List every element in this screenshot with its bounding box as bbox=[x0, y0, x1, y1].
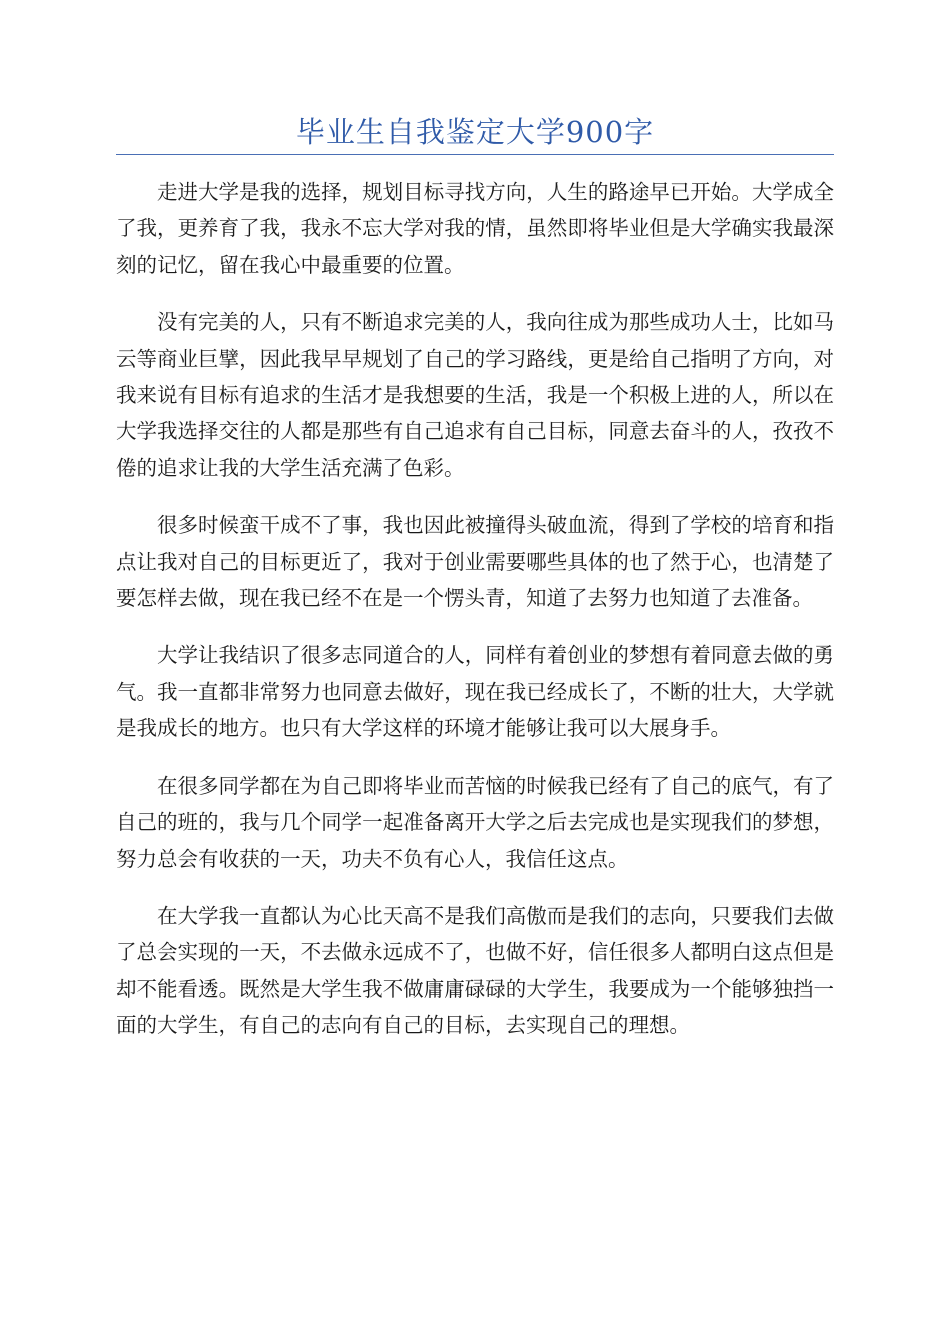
paragraph-2: 没有完美的人，只有不断追求完美的人，我向往成为那些成功人士，比如马云等商业巨擘，因此我早早规划了自己的学习路线，更是给自己指明了方向，对我来说有目标有追求的生活才是我想要的生活，我是一个积极上进的人，所以在大学我选择交往的人都是那些有自己追求有自己目标，同意去奋斗的人，孜孜不倦的追求让我的大学生活充满了色彩。 bbox=[116, 310, 834, 480]
paragraph-6: 在大学我一直都认为心比天高不是我们高傲而是我们的志向，只要我们去做了总会实现的一天，不去做永远成不了，也做不好，信任很多人都明白这点但是却不能看透。既然是大学生我不做庸庸碌碌的大学生，我要成为一个能够独挡一面的大学生，有自己的志向有自己的目标，去实现自己的理想。 bbox=[116, 903, 834, 1038]
document-title: 毕业生自我鉴定大学900字 bbox=[295, 115, 655, 149]
paragraph-5: 在很多同学都在为自己即将毕业而苦恼的时候我已经有了自己的底气，有了自己的班的，我与几个同学一起准备离开大学之后去完成也是实现我们的梦想，努力总会有收获的一天，功夫不负有心人，我信任这点。 bbox=[116, 773, 834, 871]
title-underline bbox=[116, 154, 834, 155]
paragraph-4: 大学让我结识了很多志同道合的人，同样有着创业的梦想有着同意去做的勇气。我一直都非常努力也同意去做好，现在我已经成长了，不断的壮大，大学就是我成长的地方。也只有大学这样的环境才能够让我可以大展身手。 bbox=[116, 643, 834, 741]
document-body bbox=[116, 174, 834, 1065]
paragraph-1: 走进大学是我的选择，规划目标寻找方向，人生的路途早已开始。大学成全了我，更养育了我，我永不忘大学对我的情，虽然即将毕业但是大学确实我最深刻的记忆，留在我心中最重要的位置。 bbox=[116, 180, 834, 277]
paragraph-3: 很多时候蛮干成不了事，我也因此被撞得头破血流，得到了学校的培育和指点让我对自己的目标更近了，我对于创业需要哪些具体的也了然于心，也清楚了要怎样去做，现在我已经不在是一个愣头青，知道了去努力也知道了去准备。 bbox=[116, 513, 834, 611]
